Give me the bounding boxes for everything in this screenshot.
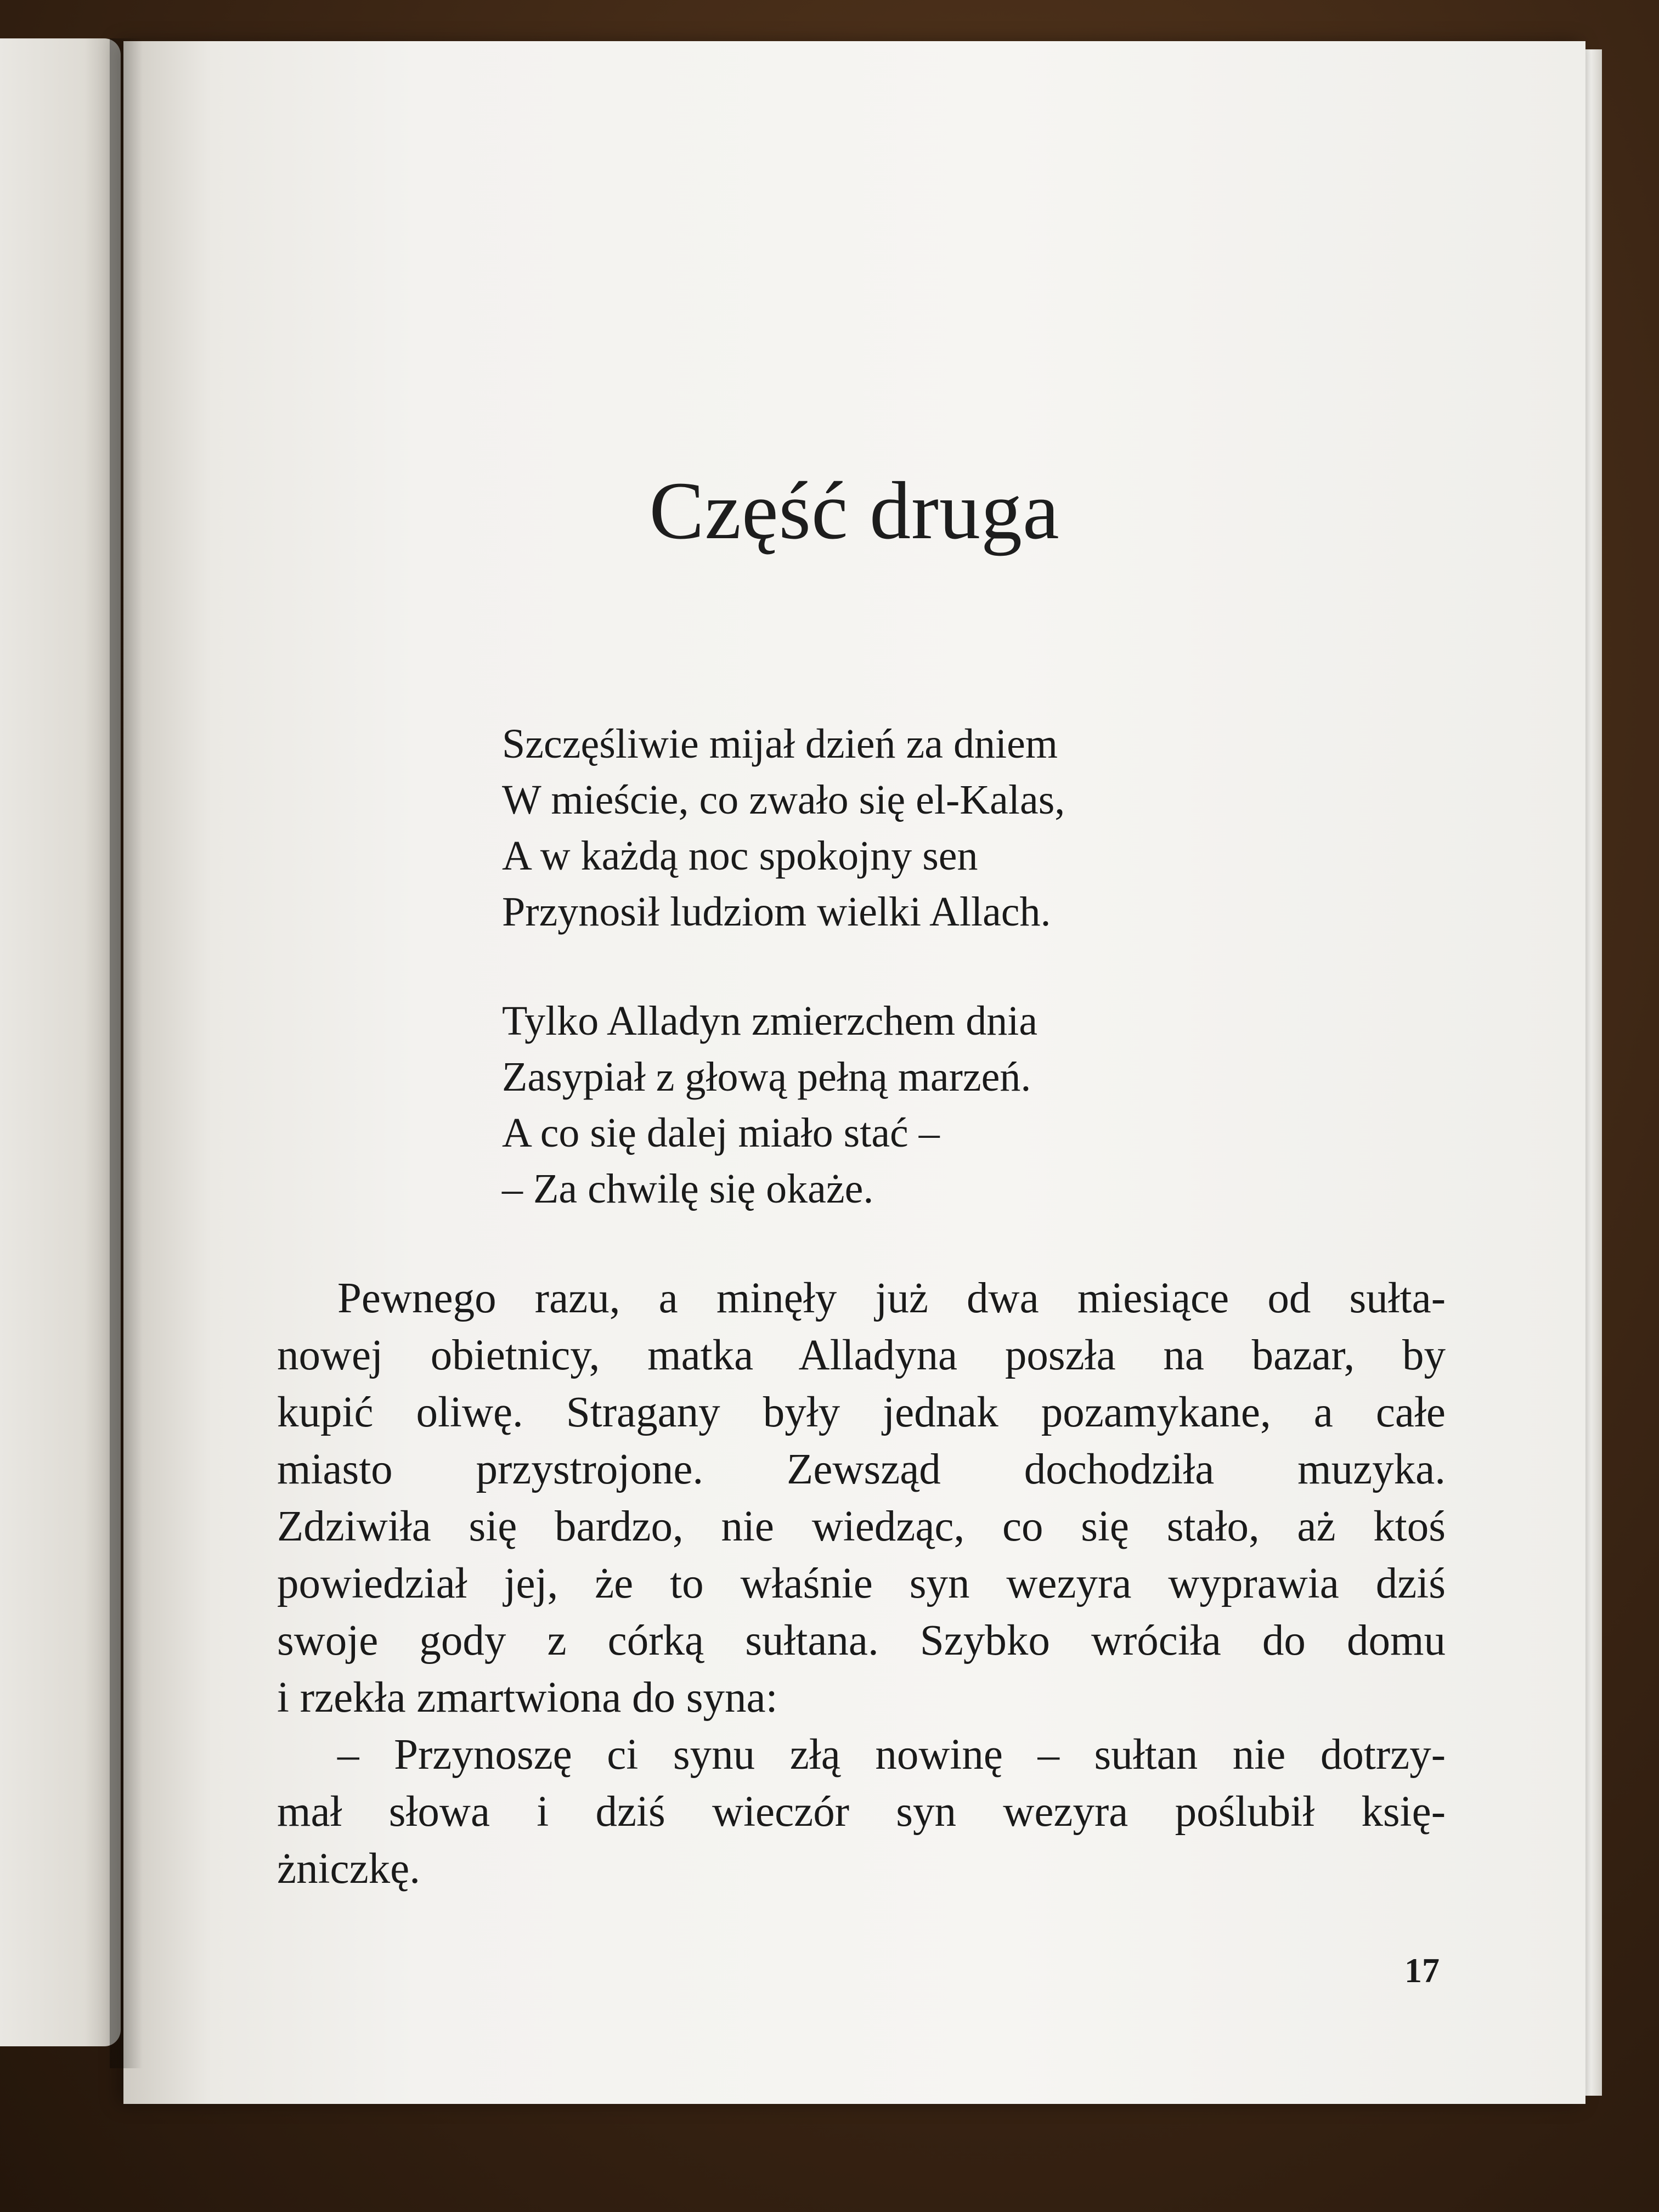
dialogue-line: mał słowa i dziś wieczór syn wezyra poślubił księ- <box>277 1788 1446 1836</box>
dialogue-line: żniczkę. <box>277 1845 420 1893</box>
poem-line: A co się dalej miało stać – <box>502 1110 940 1156</box>
page-number: 17 <box>1404 1951 1440 1990</box>
left-page-edge <box>0 38 121 2046</box>
poem-stanza-1 <box>502 716 1065 940</box>
poem-line: A w każdą noc spokojny sen <box>502 833 978 879</box>
prose-line: powiedział jej, że to właśnie syn wezyra wyprawia dziś <box>277 1560 1446 1607</box>
prose-line: nowej obietnicy, matka Alladyna poszła na bazar, by <box>277 1331 1446 1379</box>
poem-line: Tylko Alladyn zmierzchem dnia <box>502 998 1038 1044</box>
prose-line: miasto przystrojone. Zewsząd dochodziła muzyka. <box>277 1446 1446 1493</box>
chapter-title: Część druga <box>649 465 1060 556</box>
prose-paragraph <box>277 1270 1446 1898</box>
poem-line: Zasypiał z głową pełną marzeń. <box>502 1054 1031 1100</box>
poem-line: – Za chwilę się okaże. <box>502 1166 874 1212</box>
prose-line: swoje gody z córką sułtana. Szybko wróciła do domu <box>277 1617 1446 1664</box>
prose-line: Pewnego razu, a minęły już dwa miesiące od sułta- <box>337 1274 1446 1322</box>
poem-line: W mieście, co zwało się el-Kalas, <box>502 777 1065 823</box>
dialogue-line: – Przynoszę ci synu złą nowinę – sułtan nie dotrzy- <box>337 1731 1446 1779</box>
poem-line: Szczęśliwie mijał dzień za dniem <box>502 721 1058 767</box>
poem-stanza-2 <box>502 993 1037 1217</box>
poem-line: Przynosił ludziom wielki Allach. <box>502 889 1051 935</box>
prose-line: i rzekła zmartwiona do syna: <box>277 1674 778 1722</box>
prose-line: kupić oliwę. Stragany były jednak pozamykane, a całe <box>277 1389 1446 1436</box>
spine-shadow <box>110 38 143 2068</box>
prose-line: Zdziwiła się bardzo, nie wiedząc, co się stało, aż ktoś <box>277 1503 1446 1550</box>
